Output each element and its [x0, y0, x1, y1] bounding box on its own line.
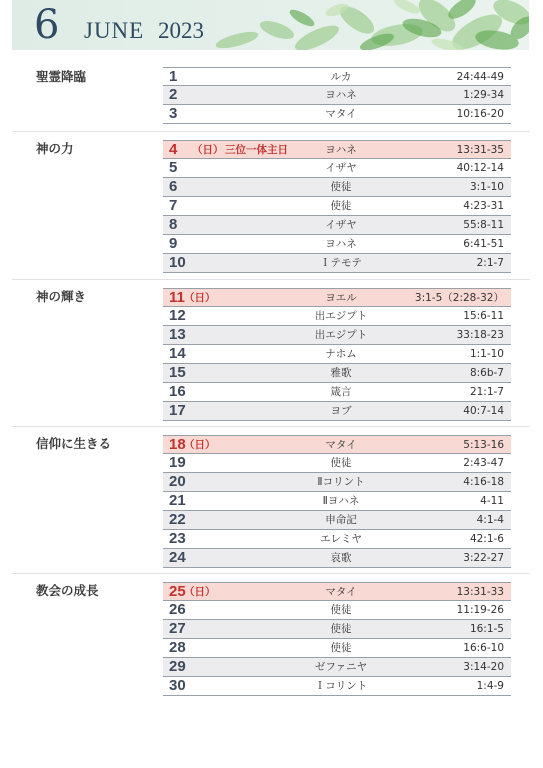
book-name: 箴言 — [330, 386, 352, 398]
verse-ref: 2:1-7 — [476, 257, 504, 269]
table-row — [163, 216, 511, 235]
book-name: ヨハネ — [325, 238, 357, 250]
day-number: 20 — [169, 473, 186, 490]
day-number: 10 — [169, 254, 186, 271]
verse-ref: 4:23-31 — [463, 200, 504, 212]
verse-ref: 3:14-20 — [463, 661, 504, 673]
table-row — [163, 530, 511, 549]
table-row — [163, 159, 511, 178]
verse-ref: 4:16-18 — [463, 476, 504, 488]
month-name: JUNE — [84, 18, 145, 43]
table-row — [163, 345, 511, 364]
book-name: 使徒 — [330, 200, 352, 212]
verse-ref: 13:31-33 — [456, 586, 504, 598]
table-row — [163, 105, 511, 124]
table-row — [163, 326, 511, 345]
book-name: 雅歌 — [330, 367, 352, 379]
book-name: マタイ — [325, 108, 357, 120]
verse-ref: 1:29-34 — [463, 89, 504, 101]
day-number: 17 — [169, 402, 186, 419]
day-number: 2 — [169, 86, 178, 103]
verse-ref: 24:44-49 — [456, 71, 504, 83]
day-number: 22 — [169, 511, 186, 528]
book-name: ナホム — [325, 348, 357, 360]
day-number: 11 — [169, 289, 185, 306]
table-row — [163, 383, 511, 402]
verse-ref: 40:12-14 — [456, 162, 504, 174]
section-divider — [12, 131, 530, 132]
table-row — [163, 197, 511, 216]
table-row — [163, 601, 511, 620]
sunday-label: （日） — [184, 586, 216, 598]
book-name: Ⅱコリント — [317, 476, 365, 488]
table-row — [163, 658, 511, 677]
verse-ref: 33:18-23 — [456, 329, 504, 341]
book-name: ヨハネ — [325, 89, 357, 101]
book-name: イザヤ — [325, 162, 357, 174]
verse-ref: 11:19-26 — [456, 604, 504, 616]
leaves-decoration-icon — [207, 0, 529, 50]
table-row — [163, 402, 511, 421]
day-number: 29 — [169, 658, 186, 675]
feast-name: 三位一体主日 — [225, 144, 288, 156]
verse-ref: 5:13-16 — [463, 439, 504, 451]
table-row — [163, 549, 511, 568]
day-number: 7 — [169, 197, 178, 214]
book-name: エレミヤ — [320, 533, 362, 545]
day-number: 8 — [169, 216, 178, 233]
day-number: 15 — [169, 364, 186, 381]
book-name: 使徒 — [330, 181, 352, 193]
table-row-sunday — [163, 582, 511, 601]
book-name: 使徒 — [330, 642, 352, 654]
table-row — [163, 307, 511, 326]
sunday-label: （日） — [184, 292, 216, 304]
table-row — [163, 639, 511, 658]
day-number: 23 — [169, 530, 186, 547]
book-name: Ｉテモテ — [320, 257, 362, 269]
verse-ref: 3:22-27 — [463, 552, 504, 564]
verse-ref: 3:1-5（2:28-32） — [414, 292, 504, 304]
header-banner — [12, 0, 529, 50]
day-number: 13 — [169, 326, 186, 343]
verse-ref: 42:1-6 — [469, 533, 504, 545]
verse-ref: 1:4-9 — [476, 680, 504, 692]
verse-ref: 6:41-51 — [463, 238, 504, 250]
section-divider — [12, 573, 530, 574]
table-row-sunday — [163, 288, 511, 307]
day-number: 16 — [169, 383, 186, 400]
day-number: 27 — [169, 620, 186, 637]
book-name: ゼファニヤ — [314, 661, 368, 673]
day-number: 6 — [169, 178, 178, 195]
verse-ref: 2:43-47 — [463, 457, 504, 469]
book-name: 使徒 — [330, 457, 352, 469]
table-row — [163, 178, 511, 197]
book-name: 申命記 — [325, 514, 357, 526]
table-row-sunday — [163, 140, 511, 159]
verse-ref: 3:1-10 — [469, 181, 504, 193]
year: 2023 — [158, 18, 204, 43]
day-number: 4 — [169, 141, 178, 158]
book-name: 出エジプト — [314, 310, 368, 322]
book-name: イザヤ — [325, 219, 357, 231]
book-name: ヨエル — [325, 292, 357, 304]
book-name: 哀歌 — [330, 552, 352, 564]
verse-ref: 13:31-35 — [456, 144, 504, 156]
book-name: Ｉコリント — [314, 680, 368, 692]
verse-ref: 8:6b-7 — [469, 367, 504, 379]
book-name: ヨブ — [330, 405, 352, 417]
week-title: 神の力 — [36, 141, 74, 156]
month-number: 6 — [34, 2, 60, 48]
week-title: 神の輝き — [36, 289, 87, 304]
verse-ref: 10:16-20 — [456, 108, 504, 120]
day-number: 24 — [169, 549, 186, 566]
day-number: 28 — [169, 639, 186, 656]
week-title: 聖霊降臨 — [36, 69, 87, 84]
table-row — [163, 511, 511, 530]
day-number: 21 — [169, 492, 186, 509]
table-row — [163, 620, 511, 639]
week-title: 教会の成長 — [36, 583, 99, 598]
table-row — [163, 86, 511, 105]
sunday-label: （日） — [192, 144, 224, 156]
verse-ref: 16:1-5 — [469, 623, 504, 635]
day-number: 1 — [169, 68, 178, 85]
verse-ref: 4-11 — [480, 495, 504, 507]
verse-ref: 15:6-11 — [463, 310, 504, 322]
sunday-label: （日） — [184, 439, 216, 451]
book-name: 出エジプト — [314, 329, 368, 341]
day-number: 12 — [169, 307, 186, 324]
book-name: ルカ — [330, 71, 352, 83]
day-number: 30 — [169, 677, 186, 694]
table-row — [163, 492, 511, 511]
verse-ref: 4:1-4 — [476, 514, 504, 526]
table-row — [163, 254, 511, 273]
book-name: マタイ — [325, 439, 357, 451]
table-row — [163, 235, 511, 254]
table-row-sunday — [163, 435, 511, 454]
book-name: Ⅱヨハネ — [322, 495, 360, 507]
book-name: 使徒 — [330, 623, 352, 635]
day-number: 18 — [169, 436, 186, 453]
verse-ref: 21:1-7 — [469, 386, 504, 398]
table-row — [163, 473, 511, 492]
verse-ref: 55:8-11 — [463, 219, 504, 231]
day-number: 9 — [169, 235, 178, 252]
verse-ref: 16:6-10 — [463, 642, 504, 654]
section-divider — [12, 426, 530, 427]
table-row — [163, 364, 511, 383]
day-number: 19 — [169, 454, 186, 471]
day-number: 25 — [169, 583, 186, 600]
week-title: 信仰に生きる — [36, 436, 112, 451]
day-number: 5 — [169, 159, 178, 176]
day-number: 26 — [169, 601, 186, 618]
section-divider — [12, 279, 530, 280]
verse-ref: 40:7-14 — [463, 405, 504, 417]
book-name: 使徒 — [330, 604, 352, 616]
day-number: 3 — [169, 105, 178, 122]
table-row — [163, 677, 511, 696]
table-row — [163, 67, 511, 86]
book-name: マタイ — [325, 586, 357, 598]
table-row — [163, 454, 511, 473]
verse-ref: 1:1-10 — [469, 348, 504, 360]
book-name: ヨハネ — [325, 144, 357, 156]
day-number: 14 — [169, 345, 186, 362]
